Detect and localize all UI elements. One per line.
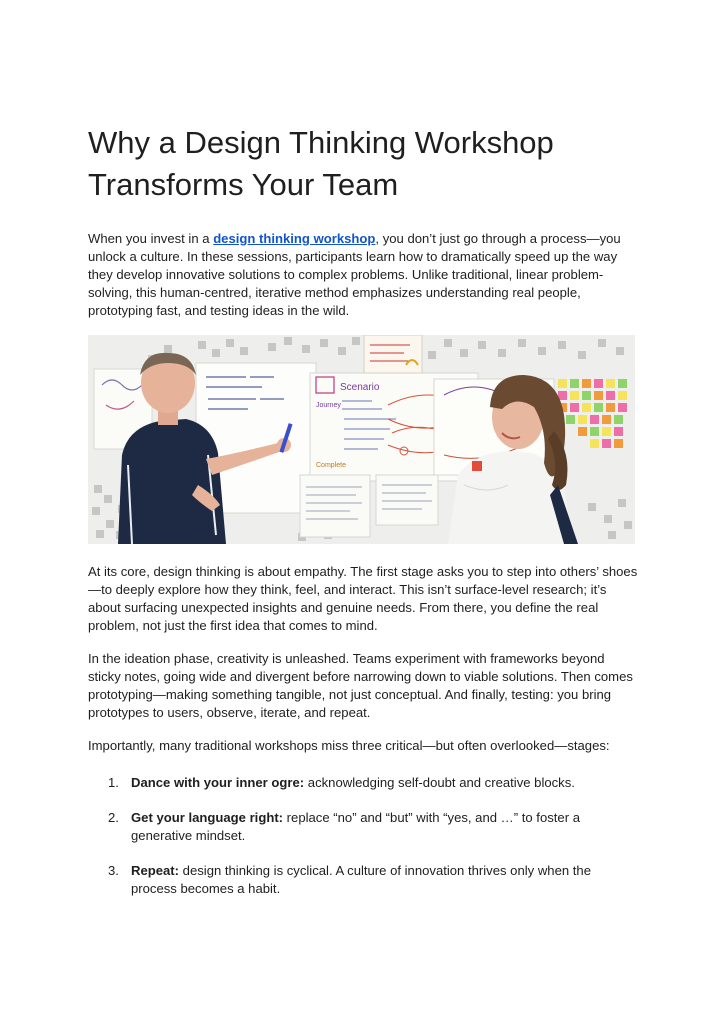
list-item-number: 1. — [108, 775, 119, 790]
board-label-journey: Journey — [316, 402, 341, 409]
page-title: Why a Design Thinking Workshop Transforms Your Team — [88, 125, 554, 202]
list-item-text: replace “no” and “but” with “yes, and …” to foster a generative mindset. — [131, 810, 580, 843]
intro-paragraph — [88, 230, 638, 320]
list-item — [88, 862, 638, 898]
board-label-complete: Complete — [316, 462, 346, 469]
paragraph-stages-intro: Importantly, many traditional workshops miss three critical—but often overlooked—stages: — [88, 738, 610, 753]
list-item-heading: Get your language right: — [131, 810, 284, 825]
intro-before-link: When you invest in a — [88, 231, 214, 246]
list-item-heading: Repeat: — [131, 863, 180, 878]
list-item-text: acknowledging self-doubt and creative blocks. — [304, 775, 575, 790]
list-item — [88, 809, 638, 845]
document-page — [88, 122, 638, 915]
board-label-scenario: Scenario — [340, 382, 380, 393]
paragraph-ideation: In the ideation phase, creativity is unleashed. Teams experiment with frameworks beyond sticky notes, going wide and divergent before narrowing down to viable solutions. Then comes prototyping—making something tangible, not just conceptual. And finally, testing: you bring prototypes to users, observe, iterate, and repeat. — [88, 651, 633, 720]
list-item-number: 3. — [108, 863, 119, 878]
workshop-photo — [88, 335, 635, 544]
list-item-text: design thinking is cyclical. A culture of innovation thrives only when the process becomes a habit. — [131, 863, 591, 896]
list-item-heading: Dance with your inner ogre: — [131, 775, 305, 790]
intro-after-link: , you don’t just go through a process—you unlock a culture. In these sessions, participants learn how to dramatically speed up the way they develop innovative solutions to complex problems. Unlike traditional, linear problem-solving, this human-centred, iterative method emphasizes understanding real people, prototyping fast, and testing ideas in the wild. — [88, 231, 621, 318]
list-item — [88, 774, 638, 792]
design-thinking-workshop-link[interactable]: design thinking workshop — [213, 231, 376, 246]
paragraph-empathy: At its core, design thinking is about empathy. The first stage asks you to step into others’ shoes—to deeply explore how they think, feel, and interact. This isn’t surface-level research; it’s about surfacing unexpected insights and genuine needs. From there, you define the real problem, not just the first idea that comes to mind. — [88, 564, 638, 633]
stages-list — [88, 774, 638, 898]
list-item-number: 2. — [108, 810, 119, 825]
